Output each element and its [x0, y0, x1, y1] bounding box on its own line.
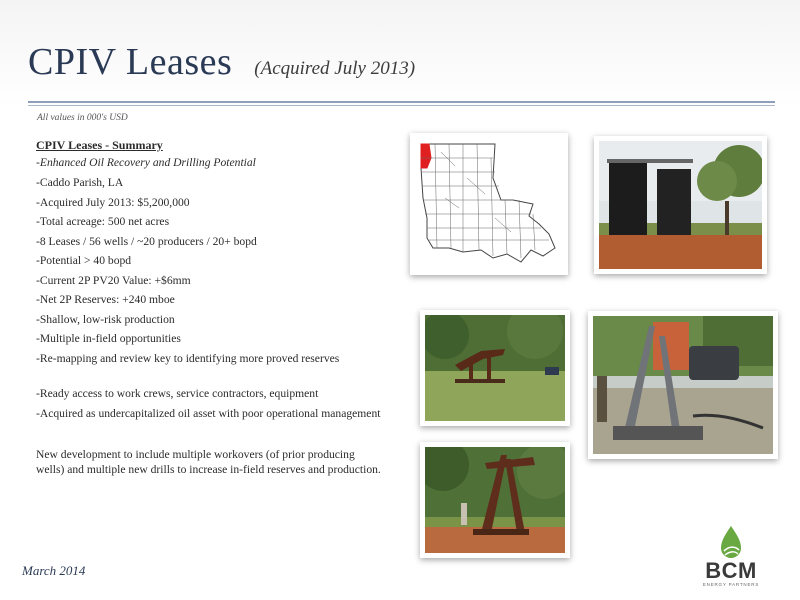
bcm-logo — [696, 524, 766, 590]
summary-heading: CPIV Leases - Summary — [36, 138, 163, 152]
units-note: All values in 000's USD — [37, 113, 128, 123]
summary-item: -Total acreage: 500 net acres — [36, 215, 170, 229]
summary-item: -Net 2P Reserves: +240 mboe — [36, 293, 175, 307]
summary-item: -Potential > 40 bopd — [36, 254, 132, 268]
summary-subheading: -Enhanced Oil Recovery and Drilling Potential — [36, 156, 256, 169]
title-divider — [28, 101, 775, 103]
logo-tagline: ENERGY PARTNERS — [702, 582, 760, 587]
summary-text — [36, 138, 381, 477]
footer-date: March 2014 — [22, 563, 86, 578]
pumpjack-field-photo-1 — [420, 310, 570, 426]
logo-wordmark: BCM — [705, 558, 757, 583]
pumpjack-2-graphic — [425, 447, 565, 553]
summary-item: -Acquired as undercapitalized oil asset with poor operational management — [36, 406, 381, 420]
summary-item: -Caddo Parish, LA — [36, 176, 124, 190]
pumpjack-closeup-photo — [588, 311, 778, 459]
pumpjack-field-photo-2 — [420, 442, 570, 558]
tanks-graphic — [599, 141, 762, 269]
title-divider-thin — [28, 105, 775, 106]
summary-item: -Current 2P PV20 Value: +$6mm — [36, 273, 191, 287]
louisiana-parish-map — [410, 133, 568, 275]
summary-item: -Shallow, low-risk production — [36, 312, 175, 326]
summary-item: -Multiple in-field opportunities — [36, 332, 181, 346]
louisiana-map-graphic — [415, 138, 563, 270]
page-subtitle: (Acquired July 2013) — [254, 58, 416, 79]
summary-item: -Ready access to work crews, service contractors, equipment — [36, 387, 319, 401]
pumpjack-1-graphic — [425, 315, 565, 421]
summary-item: -Re-mapping and review key to identifying more proved reserves — [36, 351, 340, 365]
development-paragraph: New development to include multiple workovers (of prior producing wells) and multiple new drills to increase in-field reserves and production. — [36, 448, 381, 476]
oil-storage-tanks-photo — [594, 136, 767, 274]
summary-item: -8 Leases / 56 wells / ~20 producers / 20+ bopd — [36, 234, 257, 248]
pumpjack-closeup-graphic — [593, 316, 773, 454]
summary-item: -Acquired July 2013: $5,200,000 — [36, 195, 190, 209]
leaf-drop-icon — [696, 524, 766, 560]
page-title: CPIV Leases — [28, 41, 233, 83]
slide-title-block — [28, 40, 415, 84]
